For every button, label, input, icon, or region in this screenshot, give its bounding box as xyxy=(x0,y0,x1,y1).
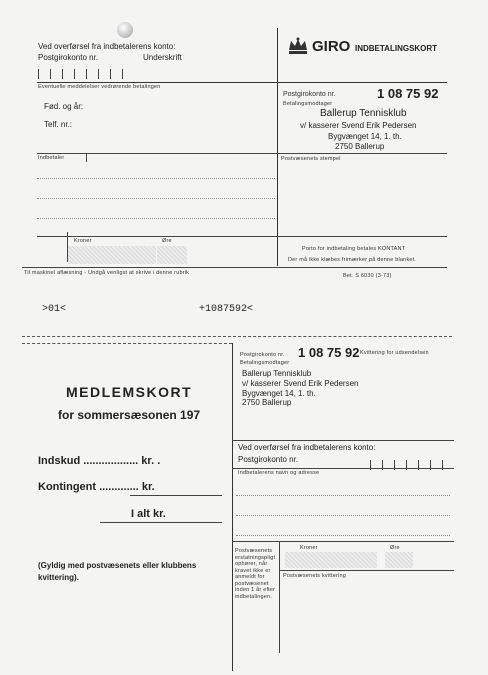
divider xyxy=(37,236,277,237)
member-card-subtitle: for sommersæsonen 197 xyxy=(58,408,201,422)
divider xyxy=(277,82,447,83)
receipt-recipient-line3: Bygvænget 14, 1. th. xyxy=(242,389,316,398)
stamp-label: Postvæsenets stempel xyxy=(281,156,341,162)
receipt-postgiro-label2: Postgirokonto nr. xyxy=(238,455,299,464)
payer-line[interactable] xyxy=(37,178,275,179)
giro-recipient-line3: Bygvænget 14, 1. th. xyxy=(328,132,402,141)
giro-recipient-line2: v/ kasserer Svend Erik Pedersen xyxy=(300,121,417,130)
postage-line1: Porto for indbetaling betales KONTANT xyxy=(302,246,406,252)
divider xyxy=(232,468,454,469)
ore-label: Øre xyxy=(162,238,172,244)
ocr-left: >01< xyxy=(42,304,67,315)
signature-label: Underskrift xyxy=(143,53,182,62)
divider xyxy=(232,541,454,542)
receipt-account-boxes[interactable] xyxy=(370,457,454,475)
receipt-recipient-label: Betalingsmodtager xyxy=(240,360,290,366)
address-line[interactable] xyxy=(236,495,450,496)
receipt-label: Postvæsenets kvittering xyxy=(283,573,346,579)
receipt-kroner-label: Kroner xyxy=(300,545,318,551)
address-line[interactable] xyxy=(236,535,450,536)
kroner-label: Kroner xyxy=(74,238,92,244)
receipt-ore-field[interactable] xyxy=(385,552,413,568)
payer-line[interactable] xyxy=(37,218,275,219)
kroner-field[interactable] xyxy=(68,246,156,264)
giro-account-number: 1 08 75 92 xyxy=(377,86,439,101)
form-code: Bet. S 6030 (3-73) xyxy=(343,273,392,279)
transfer-label: Ved overførsel fra indbetalerens konto: xyxy=(38,42,176,51)
payer-line[interactable] xyxy=(37,198,275,199)
divider xyxy=(277,153,447,154)
giro-recipient-name: Ballerup Tennisklub xyxy=(320,108,407,119)
receipt-ore-label: Øre xyxy=(390,545,400,551)
side-note-divider xyxy=(279,541,280,653)
form-type: INDBETALINGSKORT xyxy=(355,44,438,53)
receipt-recipient-line2: v/ kasserer Svend Erik Pedersen xyxy=(242,379,359,388)
birth-label: Fød. og år: xyxy=(44,102,84,111)
divider xyxy=(37,153,277,154)
divider xyxy=(37,82,277,83)
bottom-form xyxy=(0,337,488,675)
divider xyxy=(130,495,222,496)
kontingent-field[interactable]: Kontingent ............. kr. xyxy=(38,481,155,493)
receipt-account-number: 1 08 75 92 xyxy=(298,345,360,360)
divider xyxy=(100,522,222,523)
postgiro-label: Postgirokonto nr. xyxy=(38,53,99,62)
phone-label: Telf. nr.: xyxy=(44,120,73,129)
machine-note: Til maskinel aflæsning - Undgå venligst at skrive i denne rubrik xyxy=(24,270,190,276)
divider xyxy=(279,570,454,571)
receipt-name-address-label: Indbetalerens navn og adresse xyxy=(238,470,320,476)
member-card-title: MEDLEMSKORT xyxy=(66,384,193,400)
column-divider xyxy=(277,28,278,266)
receipt-note: Kvittering for udsendelsen xyxy=(360,350,429,356)
giro-recipient-line4: 2750 Ballerup xyxy=(335,142,385,151)
receipt-divider xyxy=(232,343,233,671)
indskud-field[interactable]: Indskud .................. kr. . xyxy=(38,455,161,467)
divider xyxy=(277,236,447,237)
receipt-side-note: Postvæsenets erstatningspligt ophører, når kravet ikke er anmeldt for postvæsenet inden 1 år efter indbetalingen. xyxy=(235,548,276,600)
divider xyxy=(22,267,447,268)
payer-marker xyxy=(86,154,87,162)
validity-note-2: kvittering). xyxy=(38,573,79,582)
divider xyxy=(232,440,454,441)
receipt-kroner-field[interactable] xyxy=(285,552,377,568)
receipt-recipient-line4: 2750 Ballerup xyxy=(242,398,292,407)
crown-icon xyxy=(287,36,309,61)
punch-hole xyxy=(117,22,133,38)
postage-line2: Der må ikke klæbes frimærker på denne blanket. xyxy=(288,257,417,263)
top-form xyxy=(0,0,488,315)
divider xyxy=(22,343,232,344)
ocr-right: +1087592< xyxy=(199,304,254,315)
payer-label: Indbetaler xyxy=(38,155,65,161)
giro-postgiro-label: Postgirokonto nr. xyxy=(283,91,336,98)
receipt-recipient-name: Ballerup Tennisklub xyxy=(242,369,312,378)
validity-note-1: (Gyldig med postvæsenets eller klubbens xyxy=(38,561,197,570)
address-line[interactable] xyxy=(236,515,450,516)
receipt-postgiro-label: Postgirokonto nr. xyxy=(240,352,285,358)
messages-label: Eventuelle meddelelser vedrørende betalingen xyxy=(38,84,161,90)
giro-brand: GIRO xyxy=(312,38,351,55)
receipt-transfer-label: Ved overførsel fra indbetalerens konto: xyxy=(238,443,376,452)
total-field[interactable]: I alt kr. xyxy=(131,508,166,520)
giro-recipient-label: Betalingsmodtager xyxy=(283,101,333,107)
ore-field[interactable] xyxy=(157,246,187,264)
